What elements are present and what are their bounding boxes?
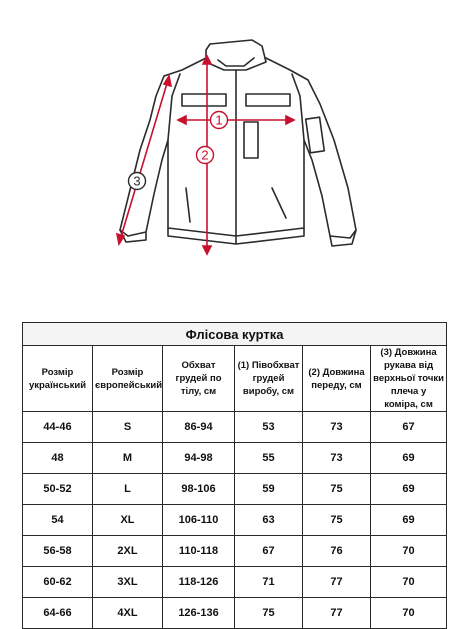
marker-2-label: 2 <box>201 147 209 163</box>
table-row <box>23 598 447 629</box>
cell-ua-size: 48 <box>23 443 93 474</box>
cell-front-length: 77 <box>303 598 371 629</box>
cell-body-chest: 110-118 <box>163 536 235 567</box>
cell-front-length: 77 <box>303 567 371 598</box>
cell-eu-size: 4XL <box>93 598 163 629</box>
measure-3-line <box>120 80 168 240</box>
header-body-chest: Обхват грудей по тілу, см <box>163 346 235 412</box>
cell-ua-size: 50-52 <box>23 474 93 505</box>
cell-body-chest: 98-106 <box>163 474 235 505</box>
cell-body-chest: 86-94 <box>163 412 235 443</box>
table-row <box>23 505 447 536</box>
table-row <box>23 567 447 598</box>
cell-sleeve-length: 69 <box>371 505 447 536</box>
left-side-pocket <box>186 188 190 222</box>
table-row <box>23 443 447 474</box>
header-sleeve-length: (3) Довжина рукава від верхньої точки плеча у коміра, см <box>371 346 447 412</box>
cell-sleeve-length: 69 <box>371 443 447 474</box>
table-row <box>23 412 447 443</box>
size-table <box>22 322 447 629</box>
cell-half-chest: 71 <box>235 567 303 598</box>
cell-sleeve-length: 70 <box>371 598 447 629</box>
header-european-size: Розмір європейський <box>93 346 163 412</box>
cell-body-chest: 106-110 <box>163 505 235 536</box>
cell-eu-size: XL <box>93 505 163 536</box>
cell-eu-size: 3XL <box>93 567 163 598</box>
table-row <box>23 536 447 567</box>
measure-1-arrow-right <box>286 116 294 124</box>
measure-1-arrow-left <box>178 116 186 124</box>
table-title: Флісова куртка <box>23 323 447 346</box>
cell-ua-size: 60-62 <box>23 567 93 598</box>
cell-half-chest: 75 <box>235 598 303 629</box>
header-ukrainian-size: Розмір український <box>23 346 93 412</box>
cell-ua-size: 56-58 <box>23 536 93 567</box>
cell-front-length: 73 <box>303 412 371 443</box>
measure-3-arrow-top <box>164 76 171 86</box>
cell-sleeve-length: 69 <box>371 474 447 505</box>
cell-half-chest: 59 <box>235 474 303 505</box>
cell-sleeve-length: 67 <box>371 412 447 443</box>
table-row <box>23 474 447 505</box>
jacket-measurement-figure <box>0 0 469 300</box>
table-header-row <box>23 346 447 412</box>
cell-eu-size: 2XL <box>93 536 163 567</box>
header-half-chest: (1) Півобхват грудей виробу, см <box>235 346 303 412</box>
cell-eu-size: L <box>93 474 163 505</box>
cell-body-chest: 94-98 <box>163 443 235 474</box>
measure-3-arrow-bottom <box>117 234 124 244</box>
cell-sleeve-length: 70 <box>371 567 447 598</box>
cell-ua-size: 54 <box>23 505 93 536</box>
size-table-wrapper <box>22 322 446 629</box>
cell-ua-size: 64-66 <box>23 598 93 629</box>
measure-2-arrow-top <box>203 56 211 64</box>
cell-front-length: 75 <box>303 474 371 505</box>
cell-body-chest: 118-126 <box>163 567 235 598</box>
cell-front-length: 76 <box>303 536 371 567</box>
header-front-length: (2) Довжина переду, см <box>303 346 371 412</box>
cell-front-length: 73 <box>303 443 371 474</box>
cell-half-chest: 53 <box>235 412 303 443</box>
sleeve-pocket <box>306 117 325 153</box>
right-side-pocket <box>272 188 286 218</box>
cell-sleeve-length: 70 <box>371 536 447 567</box>
collar-inner <box>218 58 254 66</box>
cell-body-chest: 126-136 <box>163 598 235 629</box>
cell-eu-size: M <box>93 443 163 474</box>
measure-2-arrow-bottom <box>203 246 211 254</box>
cell-half-chest: 67 <box>235 536 303 567</box>
marker-3-label: 3 <box>133 173 141 189</box>
cell-ua-size: 44-46 <box>23 412 93 443</box>
right-shoulder-seam <box>292 74 304 140</box>
chest-zip-pocket <box>244 122 258 158</box>
cell-half-chest: 55 <box>235 443 303 474</box>
right-chest-pocket <box>246 94 290 106</box>
jacket-diagram <box>0 0 469 300</box>
cell-front-length: 75 <box>303 505 371 536</box>
left-chest-pocket <box>182 94 226 106</box>
marker-1-label: 1 <box>215 112 223 128</box>
cell-half-chest: 63 <box>235 505 303 536</box>
table-title-row <box>23 323 447 346</box>
cell-eu-size: S <box>93 412 163 443</box>
